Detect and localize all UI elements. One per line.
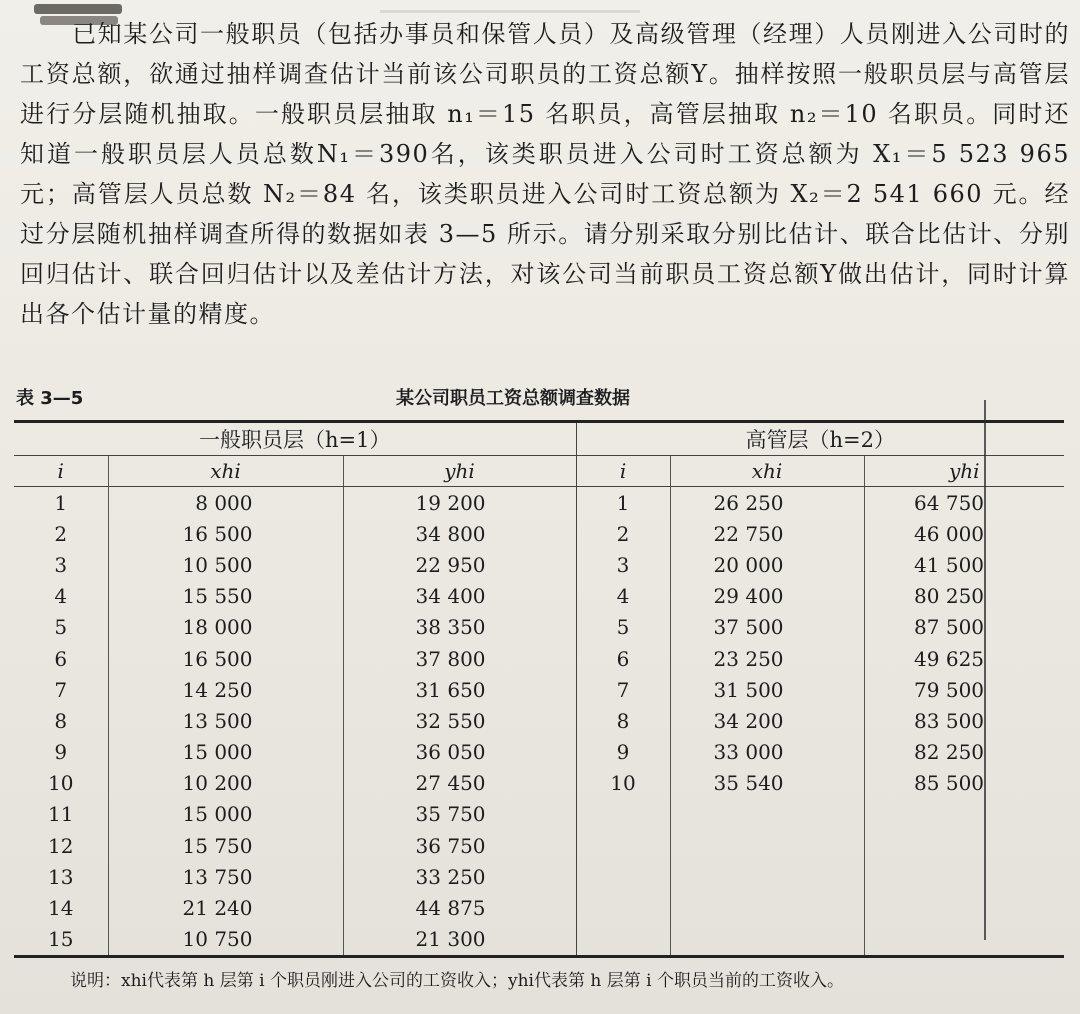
cell-x: 23 250 bbox=[670, 643, 864, 674]
cell-y: 87 500 bbox=[914, 615, 985, 640]
cell-i: 5 bbox=[576, 612, 670, 643]
cell-i: 10 bbox=[576, 768, 670, 799]
cell-y: 34 400 bbox=[343, 581, 576, 612]
cell-i: 2 bbox=[576, 518, 670, 549]
problem-text: 已知某公司一般职员（包括办事员和保管人员）及高级管理（经理）人员刚进入公司时的工资总额，欲通过抽样调查估计当前该公司职员的工资总额Y。抽样按照一般职员层与高管层进行分层随机抽取。一般职员层抽取 n₁＝15 名职员，高管层抽取 n₂＝10 名职员。同时还知道一般职员层人员总数N₁＝390名，该类职员进入公司时工资总额为 X₁＝5 523 965 元；高管层人员总数 N₂＝84 名，该类职员进入公司时工资总额为 X₂＝2 541 660 元。经过分层随机抽样调查所得的数据如表 3—5 所示。请分别采取分别比估计、联合比估计、分别回归估计、联合回归估计以及差估计方法，对该公司当前职员工资总额Y做出估计，同时计算出各个估计量的精度。 bbox=[20, 20, 1070, 328]
table-title: 某公司职员工资总额调查数据 bbox=[396, 388, 630, 409]
cell-y: 85 500 bbox=[914, 771, 985, 796]
cell-x: 15 000 bbox=[108, 799, 343, 830]
cell-y: 46 000 bbox=[914, 521, 985, 546]
cell-i: 9 bbox=[576, 737, 670, 768]
problem-paragraph bbox=[20, 14, 1070, 334]
cell-y bbox=[864, 892, 1064, 923]
cell-x: 15 550 bbox=[108, 581, 343, 612]
cell-x: 15 750 bbox=[108, 830, 343, 861]
table-row bbox=[14, 549, 1064, 580]
cell-x: 22 750 bbox=[670, 518, 864, 549]
cell-x bbox=[670, 799, 864, 830]
cell-y: 38 350 bbox=[343, 612, 576, 643]
col-header-i: i bbox=[576, 456, 670, 487]
cell-y bbox=[864, 799, 1064, 830]
cell-i: 3 bbox=[576, 549, 670, 580]
cell-x: 31 500 bbox=[670, 674, 864, 705]
table-row bbox=[14, 643, 1064, 674]
cell-y: 83 500 bbox=[914, 708, 985, 733]
table-row bbox=[14, 892, 1064, 923]
cell-y: 35 750 bbox=[343, 799, 576, 830]
cell-x: 35 540 bbox=[670, 768, 864, 799]
cell-i bbox=[576, 892, 670, 923]
cell-y: 36 750 bbox=[343, 830, 576, 861]
cell-x: 18 000 bbox=[108, 612, 343, 643]
col-header-i: i bbox=[14, 456, 108, 487]
cell-i: 11 bbox=[14, 799, 108, 830]
cell-i: 7 bbox=[14, 674, 108, 705]
cell-i: 4 bbox=[14, 581, 108, 612]
col-header-y: yhi bbox=[864, 456, 1064, 487]
cell-x bbox=[670, 861, 864, 892]
cell-y: 49 625 bbox=[914, 646, 985, 671]
cell-x: 26 250 bbox=[670, 487, 864, 519]
cell-x: 13 500 bbox=[108, 705, 343, 736]
cell-y: 79 500 bbox=[914, 677, 985, 702]
table-row bbox=[14, 581, 1064, 612]
cell-y: 34 800 bbox=[343, 518, 576, 549]
cell-x: 21 240 bbox=[108, 892, 343, 923]
cell-x: 34 200 bbox=[670, 705, 864, 736]
cell-i: 6 bbox=[14, 643, 108, 674]
cell-y bbox=[864, 861, 1064, 892]
cell-x: 20 000 bbox=[670, 549, 864, 580]
cell-y: 36 050 bbox=[343, 737, 576, 768]
cell-y bbox=[864, 830, 1064, 861]
cell-x: 8 000 bbox=[108, 487, 343, 519]
cell-i: 7 bbox=[576, 674, 670, 705]
table-row bbox=[14, 518, 1064, 549]
cell-i: 5 bbox=[14, 612, 108, 643]
cell-i: 1 bbox=[576, 487, 670, 519]
cell-i: 1 bbox=[14, 487, 108, 519]
col-header-x: xhi bbox=[108, 456, 343, 487]
cell-x: 33 000 bbox=[670, 737, 864, 768]
cell-i: 8 bbox=[14, 705, 108, 736]
cell-x bbox=[670, 924, 864, 957]
cell-x: 10 500 bbox=[108, 549, 343, 580]
cell-y: 22 950 bbox=[343, 549, 576, 580]
page-bleed-mark bbox=[380, 0, 640, 13]
table-caption bbox=[16, 384, 1066, 412]
cell-x: 29 400 bbox=[670, 581, 864, 612]
cell-x: 15 000 bbox=[108, 737, 343, 768]
salary-table bbox=[14, 420, 1064, 958]
cell-y: 44 875 bbox=[343, 892, 576, 923]
table-row bbox=[14, 612, 1064, 643]
cell-i: 2 bbox=[14, 518, 108, 549]
cell-i: 10 bbox=[14, 768, 108, 799]
cell-x bbox=[670, 830, 864, 861]
cell-x bbox=[670, 892, 864, 923]
cell-y: 82 250 bbox=[914, 740, 985, 765]
cell-y: 37 800 bbox=[343, 643, 576, 674]
cell-y: 80 250 bbox=[914, 584, 985, 609]
cell-i: 3 bbox=[14, 549, 108, 580]
table-row bbox=[14, 768, 1064, 799]
group-header-general: 一般职员层（h=1） bbox=[14, 422, 576, 456]
cell-y: 21 300 bbox=[343, 924, 576, 957]
cell-i: 8 bbox=[576, 705, 670, 736]
cell-i: 15 bbox=[14, 924, 108, 957]
cell-x: 10 200 bbox=[108, 768, 343, 799]
cell-x: 10 750 bbox=[108, 924, 343, 957]
cell-y: 64 750 bbox=[914, 490, 985, 515]
cell-y: 31 650 bbox=[343, 674, 576, 705]
cell-x: 13 750 bbox=[108, 861, 343, 892]
table-row bbox=[14, 705, 1064, 736]
cell-x: 16 500 bbox=[108, 518, 343, 549]
table-row bbox=[14, 737, 1064, 768]
cell-i bbox=[576, 799, 670, 830]
cell-i: 12 bbox=[14, 830, 108, 861]
table-note: 说明：xhi代表第 h 层第 i 个职员刚进入公司的工资收入；yhi代表第 h 层第 i 个职员当前的工资收入。 bbox=[70, 971, 844, 991]
table-row bbox=[14, 924, 1064, 957]
pen-mark bbox=[984, 400, 986, 940]
cell-i: 6 bbox=[576, 643, 670, 674]
cell-i: 14 bbox=[14, 892, 108, 923]
cell-i: 4 bbox=[576, 581, 670, 612]
table-row bbox=[14, 487, 1064, 519]
table-number: 表 3—5 bbox=[16, 388, 84, 409]
group-header-senior: 高管层（h=2） bbox=[576, 422, 1064, 456]
cell-i bbox=[576, 830, 670, 861]
cell-x: 14 250 bbox=[108, 674, 343, 705]
table-row bbox=[14, 674, 1064, 705]
cell-y: 33 250 bbox=[343, 861, 576, 892]
cell-y: 41 500 bbox=[914, 552, 985, 577]
table-row bbox=[14, 799, 1064, 830]
table-row bbox=[14, 861, 1064, 892]
cell-y bbox=[864, 924, 1064, 957]
cell-y: 19 200 bbox=[343, 487, 576, 519]
col-header-x: xhi bbox=[670, 456, 864, 487]
cell-y: 27 450 bbox=[343, 768, 576, 799]
cell-i bbox=[576, 924, 670, 957]
cell-i: 9 bbox=[14, 737, 108, 768]
cell-x: 16 500 bbox=[108, 643, 343, 674]
col-header-y: yhi bbox=[343, 456, 576, 487]
cell-y: 32 550 bbox=[343, 705, 576, 736]
cell-x: 37 500 bbox=[670, 612, 864, 643]
cell-i bbox=[576, 861, 670, 892]
cell-i: 13 bbox=[14, 861, 108, 892]
table-row bbox=[14, 830, 1064, 861]
